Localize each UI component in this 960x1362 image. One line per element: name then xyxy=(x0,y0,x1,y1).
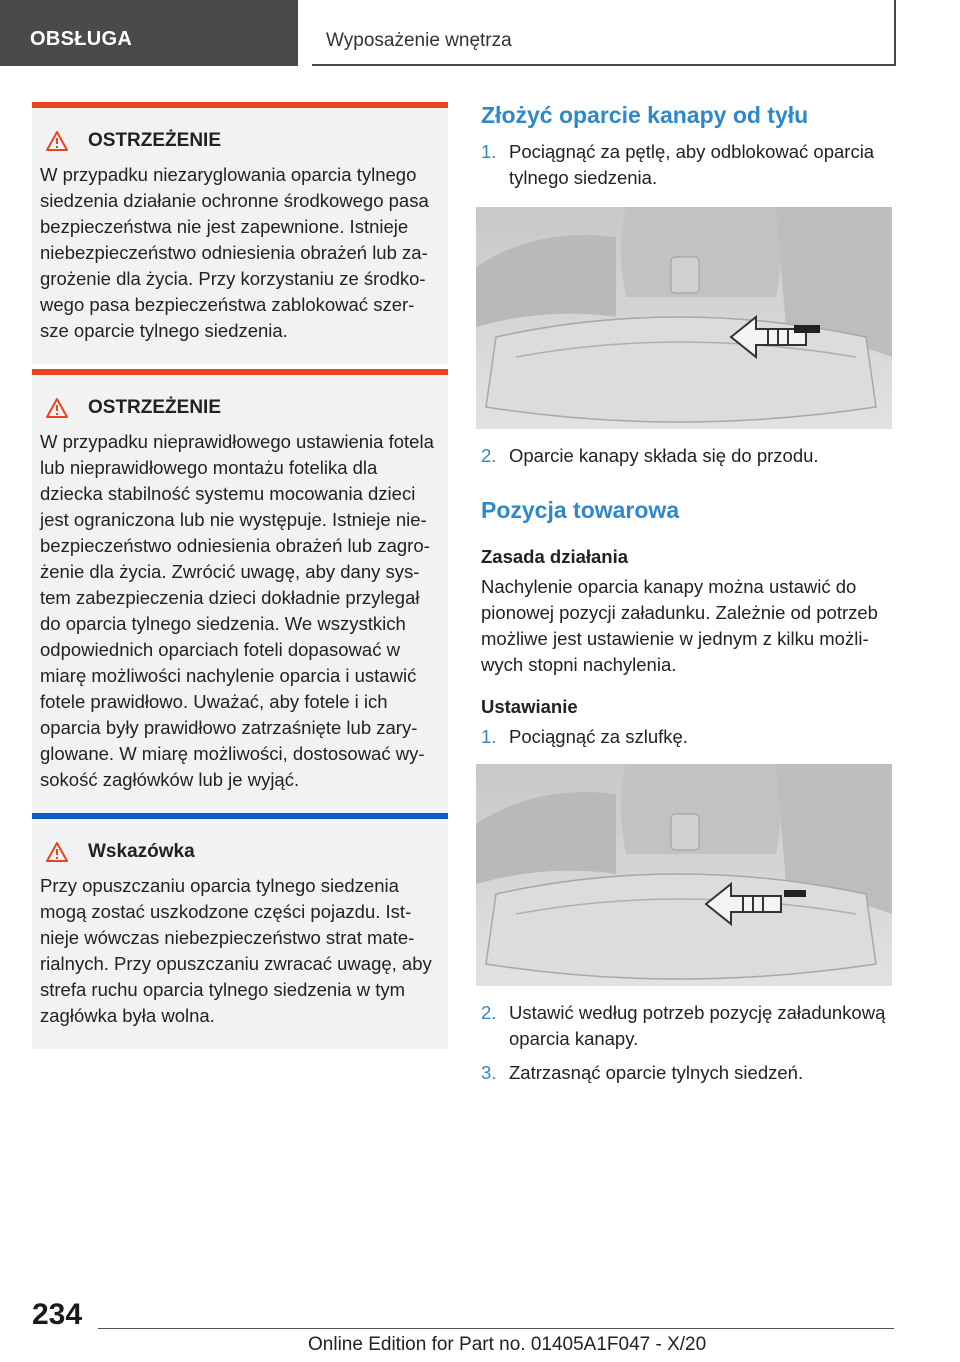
step-number: 2. xyxy=(481,445,497,466)
section-tab xyxy=(0,0,298,66)
step-number: 1. xyxy=(481,141,497,162)
chapter-title: Wyposażenie wnętrza xyxy=(326,30,512,51)
cargo-step-3 xyxy=(481,1060,893,1086)
note-text: Przy opuszczaniu oparcia tylnego siedzenia mogą zostać uszkodzone części pojazdu. Istnieje wówczas niebezpieczeństwo strat materialnych. Przy opuszczaniu zwracać uwagę, aby strefa ruchu oparcia tylnego siedzenia w tym zagłówka była wolna. xyxy=(40,875,432,1026)
fold-step-1 xyxy=(481,139,893,191)
section-title: OBSŁUGA xyxy=(30,28,133,50)
warning-text: W przypadku niezaryglowania oparcia tylnego siedzenia działanie ochronne środkowego pasa bezpieczeństwa nie jest zapewnione. Istnieje niebezpieczeństwo odniesienia obrażeń lub zagrożenie dla życia. Przy korzystaniu ze środkowego pasa bezpieczeństwa zablokować szersze oparcie tylnego siedzenia. xyxy=(40,164,429,341)
warning-triangle-icon xyxy=(46,131,68,151)
step-text: Ustawić według potrzeb pozycję załadunkową oparcia kanapy. xyxy=(509,1002,886,1049)
cargo-step-2 xyxy=(481,1000,893,1052)
warning-title: OSTRZEŻENIE xyxy=(88,130,222,151)
principle-title: Zasada działania xyxy=(481,546,629,567)
footer-divider xyxy=(98,1328,894,1329)
warning-box-1 xyxy=(32,102,448,364)
step-text: Pociągnąć za szlufkę. xyxy=(509,726,688,747)
warning-title: OSTRZEŻENIE xyxy=(88,397,222,418)
warning-box-2 xyxy=(32,369,448,813)
seat-release-illustration xyxy=(476,207,892,429)
cargo-heading: Pozycja towarowa xyxy=(481,497,680,523)
fold-step-2 xyxy=(481,443,893,469)
edition-text: Online Edition for Part no. 01405A1F047 - X/20 xyxy=(308,1334,707,1355)
warning-triangle-icon xyxy=(46,842,68,862)
step-number: 1. xyxy=(481,726,497,747)
seat-strap-illustration xyxy=(476,764,892,986)
step-text: Pociągnąć za pętlę, aby odblokować oparcia tylnego siedzenia. xyxy=(509,141,875,188)
step-number: 2. xyxy=(481,1002,497,1023)
step-number: 3. xyxy=(481,1062,497,1083)
chapter-header xyxy=(312,0,896,66)
cargo-step-1 xyxy=(481,724,893,750)
note-box xyxy=(32,813,448,1049)
page-number: 234 xyxy=(32,1298,83,1331)
warning-text: W przypadku nieprawidłowego ustawienia fotela lub nieprawidłowego montażu fotelika dla dziecka stabilność systemu mocowania dzieci jest ograniczona lub nie występuje. Istnieje niebezpieczeństwo odniesienia obrażeń lub zagrożenie dla życia. Zwrócić uwagę, aby dany system zabezpieczenia dzieci dokładnie przylegał do oparcia tylnego siedzenia. We wszystkich odpowiednich oparciach foteli dopasować w miarę możliwości nachylenie oparcia i ustawić fotele prawidłowo. Uważać, aby fotele i ich oparcia były prawidłowo zatrzaśnięte lub zaryglowane. W miarę możliwości, dostosować wysokość zagłówków lub je wyjąć. xyxy=(40,431,434,790)
fold-heading: Złożyć oparcie kanapy od tyłu xyxy=(481,102,809,128)
setting-title: Ustawianie xyxy=(481,696,578,717)
step-text: Oparcie kanapy składa się do przodu. xyxy=(509,445,819,466)
step-text: Zatrzasnąć oparcie tylnych siedzeń. xyxy=(509,1062,804,1083)
right-column xyxy=(481,102,893,1086)
principle-text: Nachylenie oparcia kanapy można ustawić do pionowej pozycji załadunku. Zależnie od potrzeb możliwe jest ustawienie w jednym z kilku możliwych stopni nachylenia. xyxy=(481,576,878,675)
warning-triangle-icon xyxy=(46,398,68,418)
note-title: Wskazówka xyxy=(88,841,195,862)
